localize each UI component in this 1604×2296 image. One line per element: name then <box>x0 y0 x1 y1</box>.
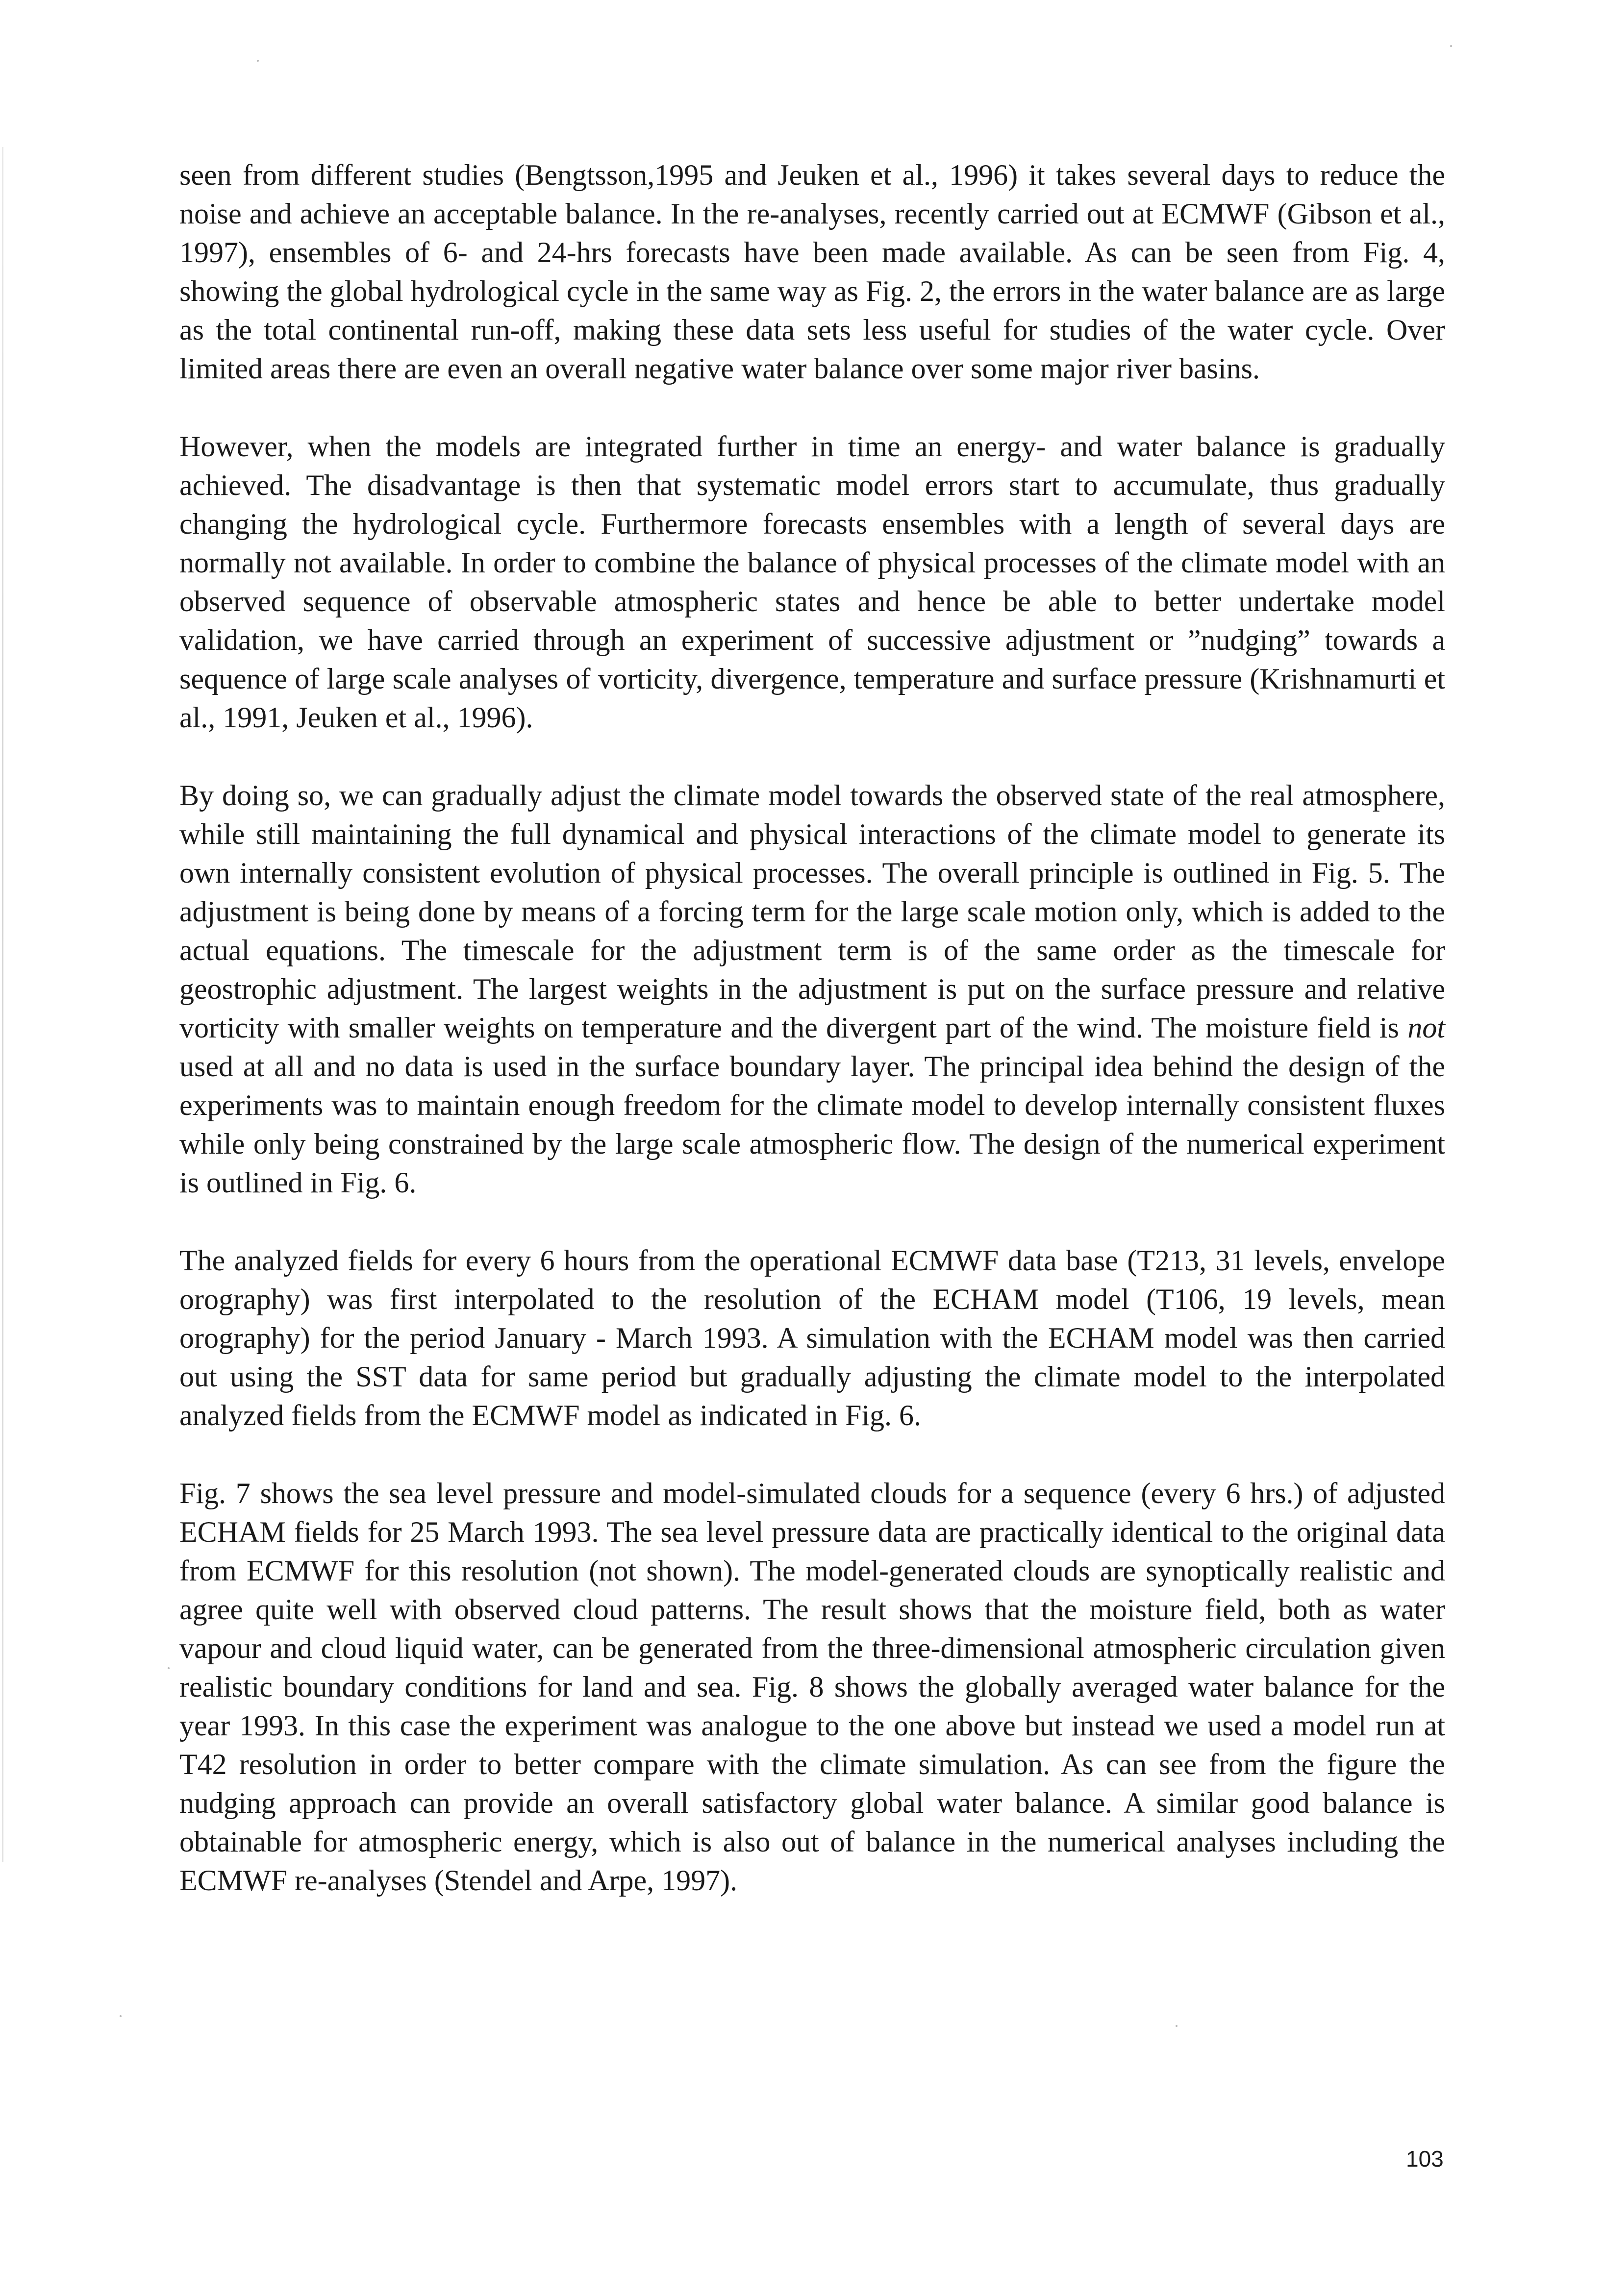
scan-speck <box>1176 2025 1178 2027</box>
page-number: 103 <box>1406 2146 1444 2172</box>
scan-speck <box>168 1667 170 1669</box>
emphasis-not: not <box>1407 1012 1445 1044</box>
paragraph-4: The analyzed fields for every 6 hours from the operational ECMWF data base (T213, 31 levels, envelope orography) was first interpolated to the resolution of the ECHAM model (T106, 19 levels, mean orography) for the period January - March 1993. A simulation with the ECHAM model was then carried out using the SST data for same period but gradually adjusting the climate model to the interpolated analyzed fields from the ECMWF model as indicated in Fig. 6. <box>179 1244 1445 1432</box>
paragraph-3-part-2: used at all and no data is used in the surface boundary layer. The principal idea behind the design of the experiments was to maintain enough freedom for the climate model to develop internally consistent fluxes while only being constrained by the large scale atmospheric flow. The design of the numerical experiment is outlined in Fig. 6. <box>179 1050 1445 1199</box>
paragraph-5: Fig. 7 shows the sea level pressure and model-simulated clouds for a sequence (every 6 hrs.) of adjusted ECHAM fields for 25 March 1993. The sea level pressure data are practically identical to the original data from ECMWF for this resolution (not shown). The model-generated clouds are synoptically realistic and agree quite well with observed cloud patterns. The result shows that the moisture field, both as water vapour and cloud liquid water, can be generated from the three-dimensional atmospheric circulation given realistic boundary conditions for land and sea. Fig. 8 shows the globally averaged water balance for the year 1993. In this case the experiment was analogue to the one above but instead we used a model run at T42 resolution in order to better compare with the climate simulation. As can see from the figure the nudging approach can provide an overall satisfactory global water balance. A similar good balance is obtainable for atmospheric energy, which is also out of balance in the numerical analyses including the ECMWF re-analyses (Stendel and Arpe, 1997). <box>179 1477 1445 1897</box>
scan-speck <box>120 2015 122 2017</box>
paragraph-3 <box>179 776 1445 1202</box>
scan-speck <box>257 60 259 62</box>
scan-speck <box>1450 45 1452 47</box>
paragraph-1: seen from different studies (Bengtsson,1995 and Jeuken et al., 1996) it takes several days to reduce the noise and achieve an acceptable balance. In the re-analyses, recently carried out at ECMWF (Gibson et al., 1997), ensembles of 6- and 24-hrs forecasts have been made available. As can be seen from Fig. 4, showing the global hydrological cycle in the same way as Fig. 2, the errors in the water balance are as large as the total continental run-off, making these data sets less useful for studies of the water cycle. Over limited areas there are even an overall negative water balance over some major river basins. <box>179 159 1445 385</box>
paragraph-2: However, when the models are integrated further in time an energy- and water balance is gradually achieved. The disadvantage is then that systematic model errors start to accumulate, thus gradually changing the hydrological cycle. Furthermore forecasts ensembles with a length of several days are normally not available. In order to combine the balance of physical processes of the climate model with an observed sequence of observable atmospheric states and hence be able to better undertake model validation, we have carried through an experiment of successive adjustment or ”nudging” towards a sequence of large scale analyses of vorticity, divergence, temperature and surface pressure (Krishnamurti et al., 1991, Jeuken et al., 1996). <box>179 430 1445 734</box>
paragraph-3-part-1: By doing so, we can gradually adjust the climate model towards the observed state of the real atmosphere, while still maintaining the full dynamical and physical interactions of the climate model to generate its own internally consistent evolution of physical processes. The overall principle is outlined in Fig. 5. The adjustment is being done by means of a forcing term for the large scale motion only, which is added to the actual equations. The timescale for the adjustment term is of the same order as the timescale for geostrophic adjustment. The largest weights in the adjustment is put on the surface pressure and relative vorticity with smaller weights on temperature and the divergent part of the wind. The moisture field is <box>179 779 1445 1044</box>
scan-edge-line <box>2 147 3 1862</box>
body-text <box>179 156 1445 1939</box>
